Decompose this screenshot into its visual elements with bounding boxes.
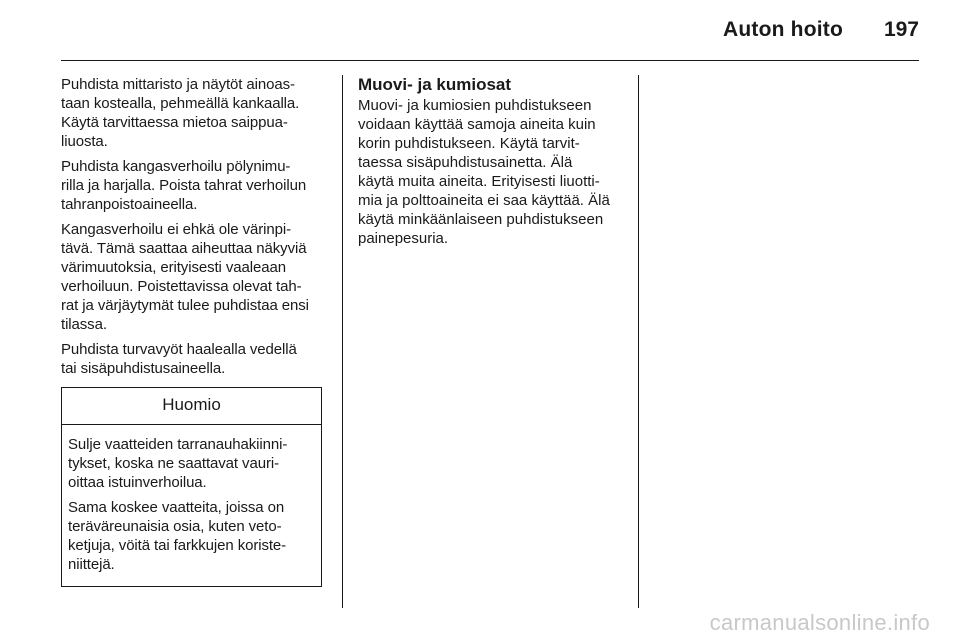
column-divider [638, 75, 639, 608]
header-title: Auton hoito [723, 18, 843, 41]
notice-box [61, 387, 322, 587]
paragraph: Kangasverhoilu ei ehkä ole värinpi- tävä. Tämä saattaa aiheuttaa näkyviä värimuutoksia, erityisesti vaaleaan verhoiluun. Poistettavissa olevat tah- rat ja värjäytymät tulee puhdistaa ensi tilassa. [61, 221, 309, 333]
header-divider [61, 60, 919, 61]
watermark: carmanualsonline.info [709, 610, 930, 635]
section-heading: Muovi- ja kumiosat [358, 75, 512, 94]
notice-body [62, 425, 321, 586]
middle-column [358, 75, 624, 254]
column-divider [342, 75, 343, 608]
paragraph: Puhdista kangasverhoilu pölynimu- rilla ja harjalla. Poista tahrat verhoilun tahranpoistoaineella. [61, 158, 307, 213]
notice-paragraph: Sama koskee vaatteita, joissa on teräväreunaisia osia, kuten veto- ketjuja, vöitä tai farkkujen koriste- niittejä. [68, 499, 287, 573]
left-column [61, 75, 326, 587]
notice-paragraph: Sulje vaatteiden tarranauhakiinni- tykset, koska ne saattavat vauri- oittaa istuinverhoilua. [68, 436, 288, 491]
notice-title: Huomio [62, 388, 321, 425]
paragraph: Puhdista turvavyöt haalealla vedellä tai sisäpuhdistusaineella. [61, 341, 297, 377]
page-number: 197 [883, 18, 919, 41]
paragraph: Muovi- ja kumiosien puhdistukseen voidaan käyttää samoja aineita kuin korin puhdistukseen. Käytä tarvit- taessa sisäpuhdistusainetta. Älä käytä muita aineita. Erityisesti liuotti- mia ja polttoaineita ei saa käyttää. Älä käytä minkäänlaiseen puhdistukseen painepesuria. [358, 97, 610, 247]
paragraph: Puhdista mittaristo ja näytöt ainoas- taan kostealla, pehmeällä kankaalla. Käytä tarvittaessa mietoa saippua- liuosta. [61, 76, 300, 150]
